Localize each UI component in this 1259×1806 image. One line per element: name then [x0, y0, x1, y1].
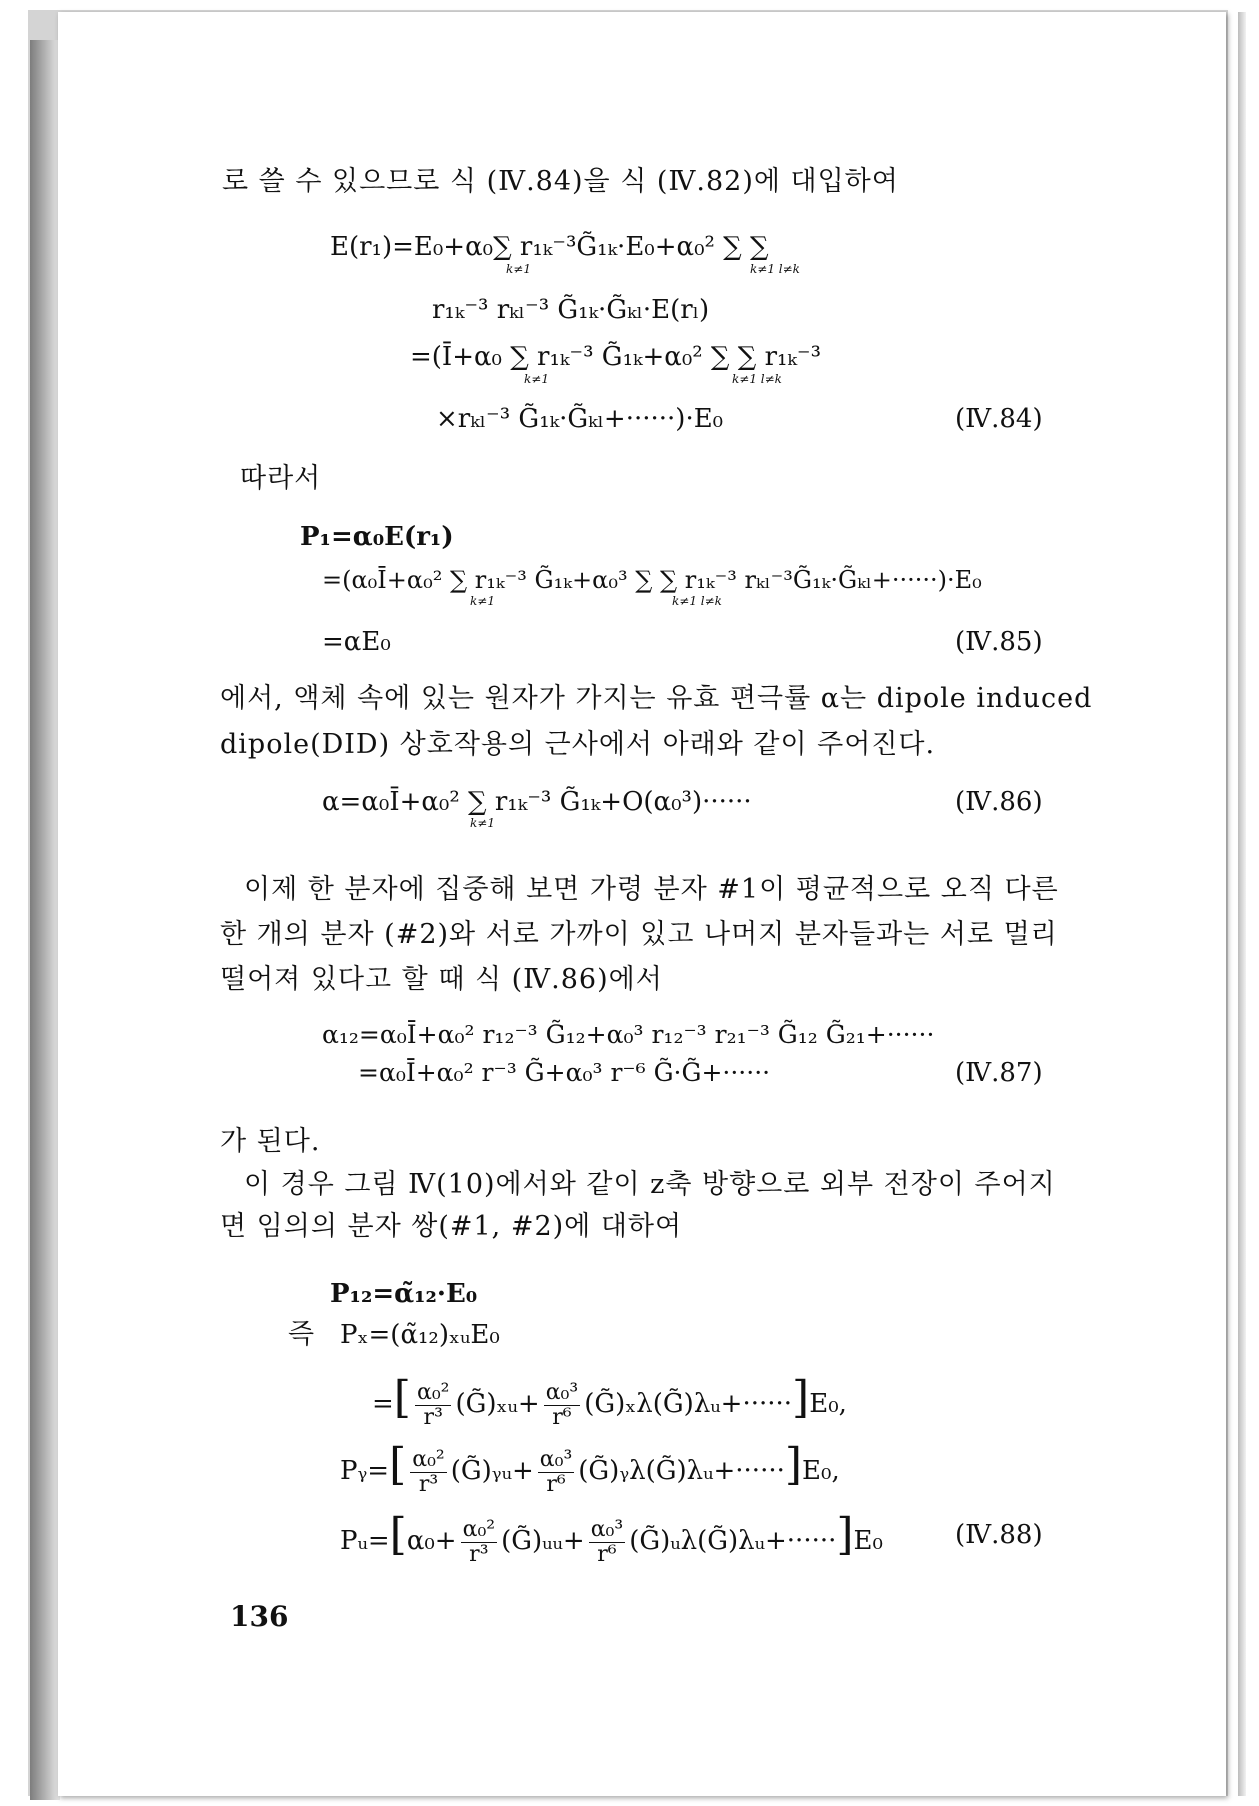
equation-85-line2: =(α₀Ī+α₀² ∑ r₁ₖ⁻³ G̃₁ₖ+α₀³ ∑ ∑ r₁ₖ⁻³ rₖₗ⁻³G̃₁ₖ·G̃ₖₗ+······)·E₀ [322, 566, 982, 594]
text-line: 따라서 [240, 463, 322, 494]
fraction [461, 1518, 498, 1567]
equation-88-line1: P₁₂=α̃₁₂·E₀ [330, 1279, 478, 1309]
equals-sign: = [372, 1389, 394, 1419]
fraction [589, 1518, 626, 1567]
fraction [410, 1448, 447, 1497]
equation-88-line3 [372, 1368, 847, 1434]
equation-number: (Ⅳ.86) [955, 787, 1043, 817]
equation-87-line1: α₁₂=α₀Ī+α₀² r₁₂⁻³ G̃₁₂+α₀³ r₁₂⁻³ r₂₁⁻³ G̃₁₂ G̃₂₁+······ [322, 1020, 935, 1049]
term: (G̃)ᵤᵤ+ [501, 1526, 585, 1556]
sum-index: k≠1 [506, 262, 531, 276]
fraction-denominator: r³ [469, 1541, 489, 1567]
sum-index: k≠1 [470, 816, 495, 830]
term: (G̃)ᵧλ(G̃)λᵤ+······ [578, 1456, 785, 1486]
equation-88-line4 [340, 1435, 840, 1501]
fraction-numerator: α₀² [412, 1446, 445, 1472]
equation-84-line4: ×rₖₗ⁻³ G̃₁ₖ·G̃ₖₗ+······)·E₀ [436, 404, 724, 434]
term: E₀, [809, 1389, 847, 1419]
equation-number: (Ⅳ.87) [955, 1058, 1043, 1088]
fraction [538, 1448, 575, 1497]
text-line: 떨어져 있다고 할 때 식 (Ⅳ.86)에서 [220, 964, 663, 995]
equation-87-line2: =α₀Ī+α₀² r⁻³ G̃+α₀³ r⁻⁶ G̃·G̃+······ [358, 1058, 771, 1087]
fraction-numerator: α₀³ [539, 1446, 573, 1472]
left-bracket: [ [389, 1509, 407, 1560]
equation-86: α=α₀Ī+α₀² ∑ r₁ₖ⁻³ G̃₁ₖ+O(α₀³)······ [322, 787, 752, 817]
term: Pᵧ= [340, 1456, 390, 1486]
text-line: 면 임의의 분자 쌍(#1, #2)에 대하여 [220, 1211, 683, 1242]
equation-84-line3: =(Ī+α₀ ∑ r₁ₖ⁻³ G̃₁ₖ+α₀² ∑ ∑ r₁ₖ⁻³ [410, 342, 822, 372]
page-right-edge [1238, 12, 1246, 1796]
term: (G̃)ᵤλ(G̃)λᵤ+······ [629, 1526, 837, 1556]
right-bracket: ] [836, 1509, 854, 1560]
sum-index: k≠1 [470, 594, 495, 608]
equation-84-line2: r₁ₖ⁻³ rₖₗ⁻³ G̃₁ₖ·G̃ₖₗ·E(rₗ) [432, 295, 710, 325]
fraction-numerator: α₀² [462, 1516, 496, 1542]
left-bracket: [ [393, 1372, 411, 1423]
right-bracket: ] [792, 1372, 810, 1423]
sum-index: k≠1 l≠k [672, 594, 722, 608]
term: E₀, [802, 1456, 840, 1486]
term: E₀ [853, 1526, 883, 1556]
text-line: 한 개의 분자 (#2)와 서로 가까이 있고 나머지 분자들과는 서로 멀리 [220, 919, 1058, 950]
fraction-denominator: r⁶ [546, 1471, 566, 1497]
fraction [544, 1381, 581, 1430]
equation-number: (Ⅳ.88) [955, 1520, 1043, 1550]
text-line: dipole(DID) 상호작용의 근사에서 아래와 같이 주어진다. [220, 729, 936, 760]
equation-85-line1: P₁=α₀E(r₁) [300, 522, 454, 552]
fraction-denominator: r⁶ [597, 1541, 617, 1567]
equation-84-line1: E(r₁)=E₀+α₀∑ r₁ₖ⁻³G̃₁ₖ·E₀+α₀² ∑ ∑ [330, 232, 769, 262]
equation-85-line3: =αE₀ [322, 627, 391, 657]
text-line: 로 쓸 수 있으므로 식 (Ⅳ.84)을 식 (Ⅳ.82)에 대입하여 [222, 166, 899, 197]
fraction-numerator: α₀³ [545, 1379, 579, 1405]
equation-number: (Ⅳ.84) [955, 404, 1043, 434]
fraction-denominator: r³ [423, 1404, 443, 1430]
fraction [415, 1381, 452, 1430]
sum-index: k≠1 l≠k [750, 262, 800, 276]
term: (G̃)ᵧᵤ+ [450, 1456, 534, 1486]
text-line: 이제 한 분자에 집중해 보면 가령 분자 #1이 평균적으로 오직 다른 [244, 874, 1059, 905]
text-line: 에서, 액체 속에 있는 원자가 가지는 유효 편극률 α는 dipole induced [220, 683, 1093, 714]
equation-prefix: 즉 [288, 1319, 316, 1350]
equation-88-line5 [340, 1505, 883, 1571]
term: Pᵤ= [340, 1526, 390, 1556]
text-line: 이 경우 그림 Ⅳ(10)에서와 같이 z축 방향으로 외부 전장이 주어지 [244, 1169, 1056, 1200]
equation-88-line2: Pₓ=(α̃₁₂)ₓᵤE₀ [340, 1320, 500, 1350]
fraction-denominator: r³ [418, 1471, 439, 1497]
page-edge [30, 40, 60, 1800]
fraction-denominator: r⁶ [552, 1404, 572, 1430]
sum-index: k≠1 [524, 372, 549, 386]
fraction-numerator: α₀³ [590, 1516, 624, 1542]
term: (G̃)ₓλ(G̃)λᵤ+······ [584, 1389, 793, 1419]
right-bracket: ] [784, 1439, 803, 1490]
page-number: 136 [230, 1600, 289, 1633]
sum-index: k≠1 l≠k [732, 372, 782, 386]
text-line: 가 된다. [220, 1126, 321, 1157]
left-bracket: [ [389, 1439, 407, 1490]
term: α₀+ [406, 1526, 457, 1556]
term: (G̃)ₓᵤ+ [455, 1389, 540, 1419]
fraction-numerator: α₀² [416, 1379, 450, 1405]
equation-number: (Ⅳ.85) [955, 627, 1043, 657]
